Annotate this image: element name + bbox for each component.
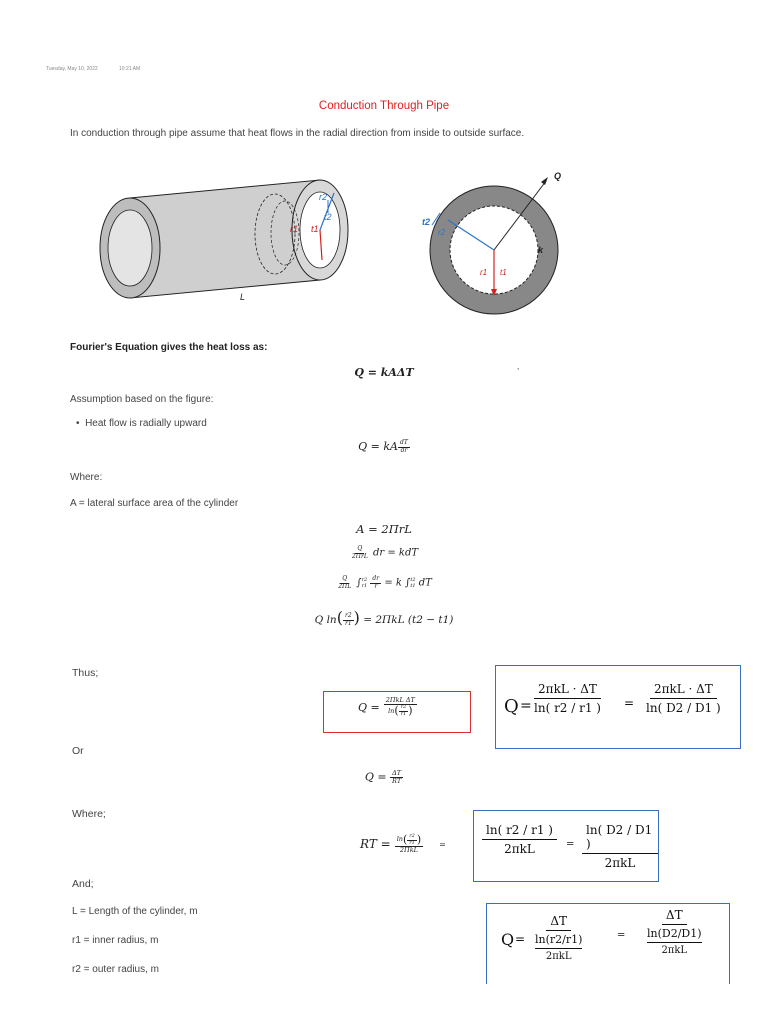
cylinder-figure bbox=[90, 168, 350, 308]
fourier-heading: Fourier's Equation gives the heat loss as: bbox=[70, 342, 268, 353]
page-title: Conduction Through Pipe bbox=[318, 100, 450, 112]
eq-diff bbox=[0, 440, 768, 454]
eq-rt-num-pre: ln bbox=[396, 835, 403, 844]
eq-ln-rhs: = 2ΠkL (t2 − t1) bbox=[363, 614, 454, 626]
hw3-dot: = bbox=[617, 930, 626, 941]
cyl-label-r1: r1 bbox=[290, 224, 299, 234]
eq-int-lim1-top: r2 bbox=[361, 577, 368, 584]
stray-mark: , bbox=[517, 362, 520, 371]
header-time: 10:21 AM bbox=[119, 66, 141, 72]
handwritten-box-3 bbox=[486, 903, 730, 984]
bullet-item: • Heat flow is radially upward bbox=[76, 418, 207, 429]
hw3-den2b: 2πkL bbox=[661, 945, 688, 956]
eq-integral bbox=[0, 576, 768, 590]
def-length: L = Length of the cylinder, m bbox=[72, 906, 198, 917]
cyl-label-t1: t1 bbox=[311, 224, 319, 234]
ring-label-t2: t2 bbox=[422, 217, 431, 227]
ring-label-r2: r2 bbox=[438, 228, 446, 237]
assumption-text: Assumption based on the figure: bbox=[70, 394, 214, 405]
eq-sep-num: Q bbox=[357, 545, 363, 552]
hw1-num2: 2πkL · ΔT bbox=[650, 682, 717, 699]
eq-rt-eq: = bbox=[439, 839, 446, 849]
cyl-label-t2: t2 bbox=[324, 212, 332, 222]
hw1-num1: 2πkL · ΔT bbox=[534, 682, 601, 699]
hw1-den2: ln( D2 / D1 ) bbox=[646, 701, 721, 715]
hw3-den1a: ln(r2/r1) bbox=[535, 931, 582, 949]
hw1-eq: = bbox=[520, 698, 532, 714]
hw1-dot: = bbox=[624, 696, 635, 710]
hw1-den1: ln( r2 / r1 ) bbox=[534, 701, 601, 715]
eq-separation bbox=[0, 546, 768, 560]
eq-rt-num-num: r2 bbox=[409, 833, 415, 840]
eq-rt-den: 2ΠkL bbox=[399, 846, 418, 855]
eq-ln-den: r1 bbox=[344, 619, 352, 627]
eq-result-lhs: Q = bbox=[358, 700, 380, 714]
eq-fourier: Q = kAΔT bbox=[354, 366, 414, 379]
eq-ln: Q ln( $\frac{r2}{r1}$ ) = 2ΠkL (t2 − t1) bbox=[314, 608, 454, 627]
header-date: Tuesday, May 10, 2022 bbox=[46, 66, 98, 72]
eq-int-lim2-bot: t1 bbox=[410, 583, 416, 590]
area-definition: A = lateral surface area of the cylinder bbox=[70, 498, 239, 509]
cyl-label-L: L bbox=[240, 292, 246, 302]
hw3-q: Q bbox=[501, 930, 515, 949]
eq-int-lim2-top: t2 bbox=[410, 577, 416, 584]
or-label: Or bbox=[72, 745, 84, 757]
eq-diff-den: dr bbox=[400, 446, 408, 454]
eq-int-sign-2: ∫ bbox=[405, 577, 411, 589]
result-box: Q = 2ΠkL ΔT ln ( $\frac{r2}{r1}$ ) bbox=[323, 691, 471, 733]
eq-rt: RT = ln ( $\frac{r2}{r1}$ ) 2ΠkL = bbox=[360, 833, 446, 855]
eq-int-den: 2ΠL bbox=[338, 582, 352, 590]
eq-int-lim1-bot: r1 bbox=[361, 583, 368, 590]
ring-label-t1: t1 bbox=[500, 268, 507, 277]
where-label-1: Where: bbox=[70, 472, 103, 483]
eq-result-den-den: r1 bbox=[400, 710, 407, 717]
eq-res-num: ΔT bbox=[392, 769, 402, 777]
eq-sep-rhs: dr = kdT bbox=[373, 547, 419, 559]
where-label-2: Where; bbox=[72, 808, 106, 820]
eq-res-den: RT bbox=[392, 777, 402, 786]
eq-int-dden: r bbox=[374, 582, 378, 590]
ring-figure bbox=[410, 165, 580, 325]
eq-rt-lhs: RT = bbox=[360, 837, 391, 852]
eq-rt-num-den: r1 bbox=[409, 839, 415, 846]
def-inner-radius: r1 = inner radius, m bbox=[72, 935, 159, 946]
eq-diff-lhs: Q = kA bbox=[358, 440, 398, 454]
eq-res-lhs: Q = bbox=[364, 770, 387, 784]
def-outer-radius: r2 = outer radius, m bbox=[72, 964, 159, 975]
eq-int-num: Q bbox=[342, 575, 348, 582]
hw2-dot: = bbox=[566, 839, 575, 850]
thus-label: Thus; bbox=[72, 667, 99, 679]
hw3-den1b: 2πkL bbox=[545, 951, 572, 962]
eq-sep-den: 2ΠrL bbox=[351, 552, 368, 560]
eq-result-num: 2ΠkL ΔT bbox=[385, 696, 415, 704]
hw3-num1: ΔT bbox=[546, 914, 571, 931]
hw2-num1: ln( r2 / r1 ) bbox=[482, 823, 557, 840]
eq-resistance bbox=[0, 770, 768, 785]
handwritten-box-1 bbox=[495, 665, 741, 749]
eq-result-den-pre: ln bbox=[388, 706, 395, 715]
intro-text: In conduction through pipe assume that heat flows in the radial direction from inside to outside surface. bbox=[70, 128, 525, 139]
eq-ln-num: r2 bbox=[344, 611, 352, 619]
hw3-eq: = bbox=[515, 932, 526, 946]
eq-area: A = 2ΠrL bbox=[356, 522, 412, 536]
hw1-q: Q bbox=[504, 696, 519, 717]
and-label: And; bbox=[72, 878, 94, 890]
cyl-label-r2: r2 bbox=[319, 192, 328, 202]
eq-result-den-num: r2 bbox=[400, 704, 407, 711]
hw2-num2: ln( D2 / D1 ) bbox=[582, 823, 658, 854]
handwritten-box-2 bbox=[473, 810, 659, 882]
hw2-den1: 2πkL bbox=[504, 842, 535, 856]
ring-label-r1: r1 bbox=[480, 268, 488, 277]
ring-label-Q: Q bbox=[554, 171, 562, 181]
hw3-num2: ΔT bbox=[662, 908, 687, 925]
hw3-den2a: ln(D2/D1) bbox=[647, 925, 702, 943]
hw2-den2: 2πkL bbox=[604, 856, 636, 870]
bullet-text: Heat flow is radially upward bbox=[85, 418, 207, 429]
eq-int-dnum: dr bbox=[372, 575, 380, 582]
eq-ln-lhs: Q ln bbox=[314, 614, 337, 626]
ring-label-k: k bbox=[538, 245, 544, 255]
eq-int-sign-1: ∫ bbox=[356, 577, 362, 589]
eq-int-rhs: dT bbox=[418, 577, 432, 589]
eq-diff-num: dT bbox=[400, 439, 408, 446]
eq-int-mid: = k bbox=[384, 577, 402, 589]
